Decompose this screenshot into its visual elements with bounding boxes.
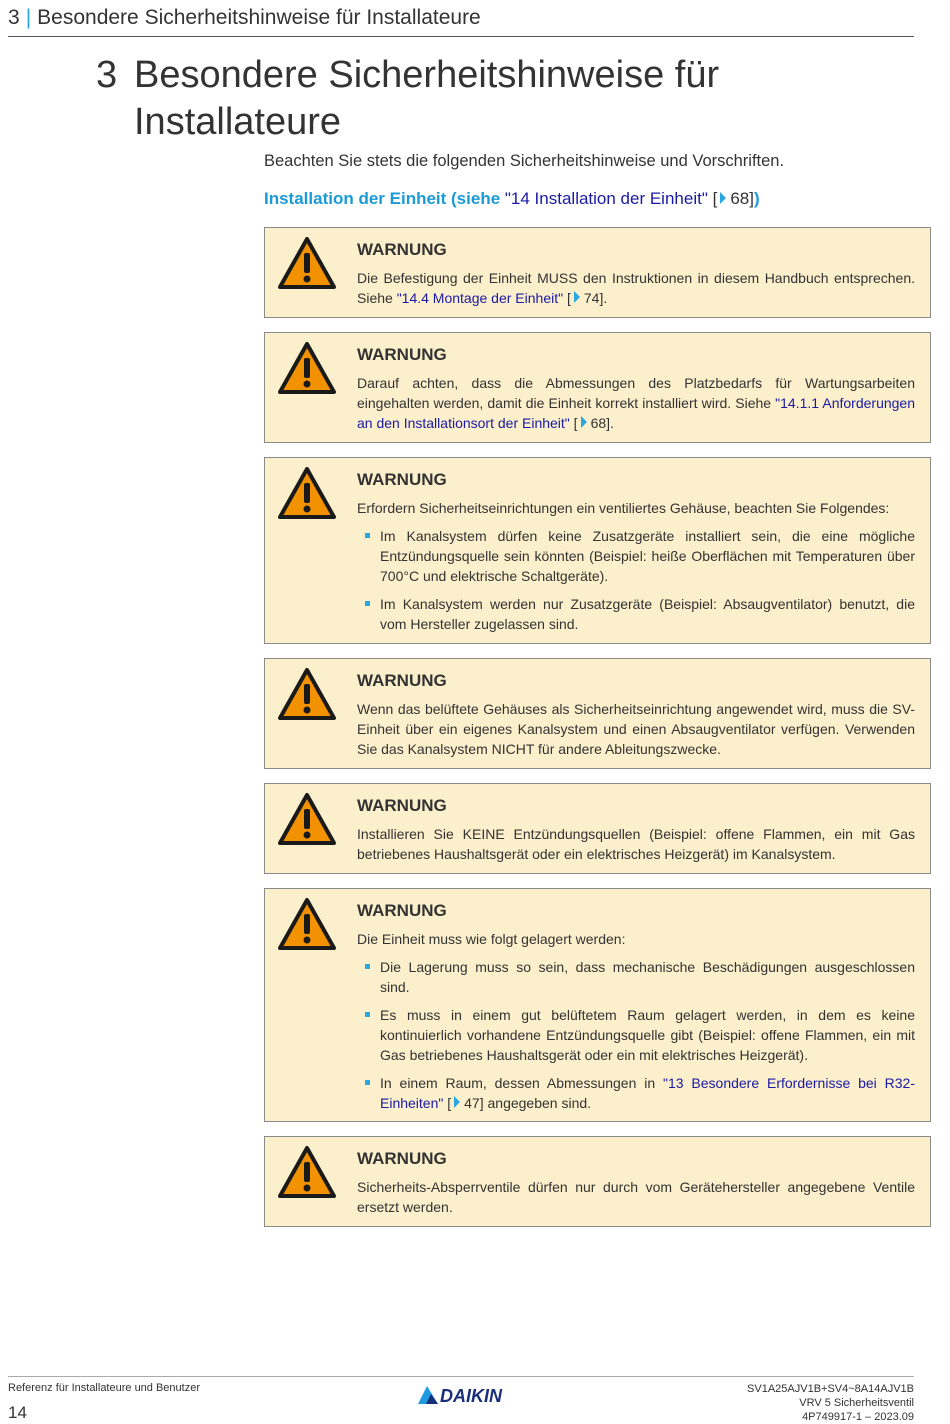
bullet-list (357, 526, 915, 634)
warning-triangle-icon (277, 1145, 337, 1199)
section-heading (264, 189, 760, 209)
bullet-icon (365, 964, 370, 969)
warning-box (264, 658, 931, 769)
chapter-title (96, 52, 796, 146)
warning-triangle-icon (277, 792, 337, 846)
warning-box (264, 783, 931, 874)
warning-title: WARNUNG (357, 901, 447, 920)
footer-divider (8, 1376, 914, 1377)
list-item: Im Kanalsystem dürfen keine Zusatzgeräte installiert sein, die eine mögliche Entzündungsquelle sein könnten (Beispiel: heiße Oberflächen mit Temperaturen über 700°C und elektrische Schaltgeräte). (357, 526, 915, 586)
warning-title: WARNUNG (357, 345, 447, 364)
footer-product: VRV 5 Sicherheitsventil (799, 1397, 914, 1409)
logo-text: DAIKIN (440, 1386, 502, 1405)
chapter-number: 3 (96, 54, 118, 96)
list-item: Im Kanalsystem werden nur Zusatzgeräte (Beispiel: Absaugventilator) benutzt, die vom Hersteller zugelassen sind. (357, 594, 915, 634)
warning-text: Sicherheits-Absperrventile dürfen nur durch vom Gerätehersteller angegebene Ventile ersetzt werden. (357, 1179, 915, 1215)
warning-title: WARNUNG (357, 671, 447, 690)
page-arrow-icon (720, 192, 726, 204)
page-arrow-icon (574, 291, 580, 303)
warning-text: Darauf achten, dass die Abmessungen des Platzbedarfs für Wartungsarbeiten eingehalten werden, damit die Einheit korrekt installiert wird. Siehe "14.1.1 Anforderungen an den Installationsort der Einheit" [ 68]. (357, 375, 915, 431)
warning-triangle-icon (277, 466, 337, 520)
footer-doc-code: 4P749917-1 – 2023.09 (802, 1411, 914, 1423)
header-separator: | (25, 6, 32, 29)
header-divider (8, 36, 914, 37)
page-arrow-icon (454, 1096, 460, 1108)
list-item: In einem Raum, dessen Abmessungen in "13 Besondere Erfordernisse bei R32-Einheiten" [ 47] angegeben sind. (357, 1073, 915, 1113)
warning-box (264, 332, 931, 443)
list-item: Es muss in einem gut belüftetem Raum gelagert werden, in dem es keine kontinuierlich vorhandene Entzündungsquelle gibt (Beispiel: offene Flammen, ein mit Gas betriebenes Haushaltsgerät oder ein mit elektrisches Heizgerät). (357, 1005, 915, 1065)
section-link[interactable]: "14 Installation der Einheit" (504, 189, 708, 208)
warning-link[interactable]: "14.4 Montage der Einheit" (396, 290, 564, 306)
bullet-icon (365, 533, 370, 538)
daikin-logo (418, 1385, 526, 1405)
warning-title: WARNUNG (357, 470, 447, 489)
running-header-number: 3 (8, 6, 20, 29)
intro-text: Beachten Sie stets die folgenden Sicherheitshinweise und Vorschriften. (264, 152, 785, 170)
warning-text: Erfordern Sicherheitseinrichtungen ein ventiliertes Gehäuse, beachten Sie Folgendes: (357, 500, 890, 516)
bullet-list (357, 957, 915, 1113)
warning-title: WARNUNG (357, 1149, 447, 1168)
page-arrow-icon (581, 416, 587, 428)
warning-triangle-icon (277, 341, 337, 395)
warning-title: WARNUNG (357, 240, 447, 259)
footer-document-title: Referenz für Installateure und Benutzer (8, 1382, 201, 1394)
warning-link[interactable]: "14.1.1 Anforderungen an den Installationsort der Einheit" (357, 395, 915, 431)
bullet-icon (365, 601, 370, 606)
warning-triangle-icon (277, 236, 337, 290)
page-ref[interactable]: 74] (583, 290, 604, 306)
section-bracket: [ (707, 189, 718, 208)
warning-triangle-icon (277, 897, 337, 951)
page-number: 14 (8, 1403, 27, 1422)
warning-triangle-icon (277, 667, 337, 721)
warning-box (264, 888, 931, 1122)
footer-model: SV1A25AJV1B+SV4~8A14AJV1B (747, 1383, 914, 1395)
page-ref[interactable]: 68] (590, 415, 611, 431)
section-suffix: ) (753, 189, 760, 208)
warning-title: WARNUNG (357, 796, 447, 815)
bullet-icon (365, 1080, 370, 1085)
running-header-title: Besondere Sicherheitshinweise für Installateure (37, 6, 481, 29)
warning-text: Installieren Sie KEINE Entzündungsquellen (Beispiel: offene Flammen, ein mit Gas betriebenes Haushaltsgerät oder ein elektrisches Heizgerät) im Kanalsystem. (357, 826, 915, 862)
section-page-ref[interactable]: 68] (730, 189, 754, 208)
list-item: Die Lagerung muss so sein, dass mechanische Beschädigungen ausgeschlossen sind. (357, 957, 915, 997)
footer-right-info (747, 1382, 914, 1424)
warning-box (264, 227, 931, 318)
warning-text: Die Befestigung der Einheit MUSS den Instruktionen in diesem Handbuch entsprechen. Siehe "14.4 Montage der Einheit" [ 74]. (357, 270, 915, 306)
warning-text: Wenn das belüftete Gehäuses als Sicherheitseinrichtung angewendet wird, muss die SV-Einheit über ein eigenes Kanalsystem und einen Absaugventilator verfügen. Verwenden Sie das Kanalsystem NICHT für andere Ableitungszwecke. (357, 701, 915, 757)
warning-box (264, 1136, 931, 1227)
section-prefix: Installation der Einheit (siehe (264, 189, 505, 208)
warning-text: Die Einheit muss wie folgt gelagert werden: (357, 931, 626, 947)
bullet-icon (365, 1012, 370, 1017)
chapter-title-text: Besondere Sicherheitshinweise für Installateure (134, 54, 720, 143)
warning-box (264, 457, 931, 644)
page-ref[interactable]: 47] (464, 1095, 484, 1111)
running-header (8, 6, 481, 30)
warning-link[interactable]: "13 Besondere Erfordernisse bei R32-Einheiten" (380, 1075, 915, 1111)
